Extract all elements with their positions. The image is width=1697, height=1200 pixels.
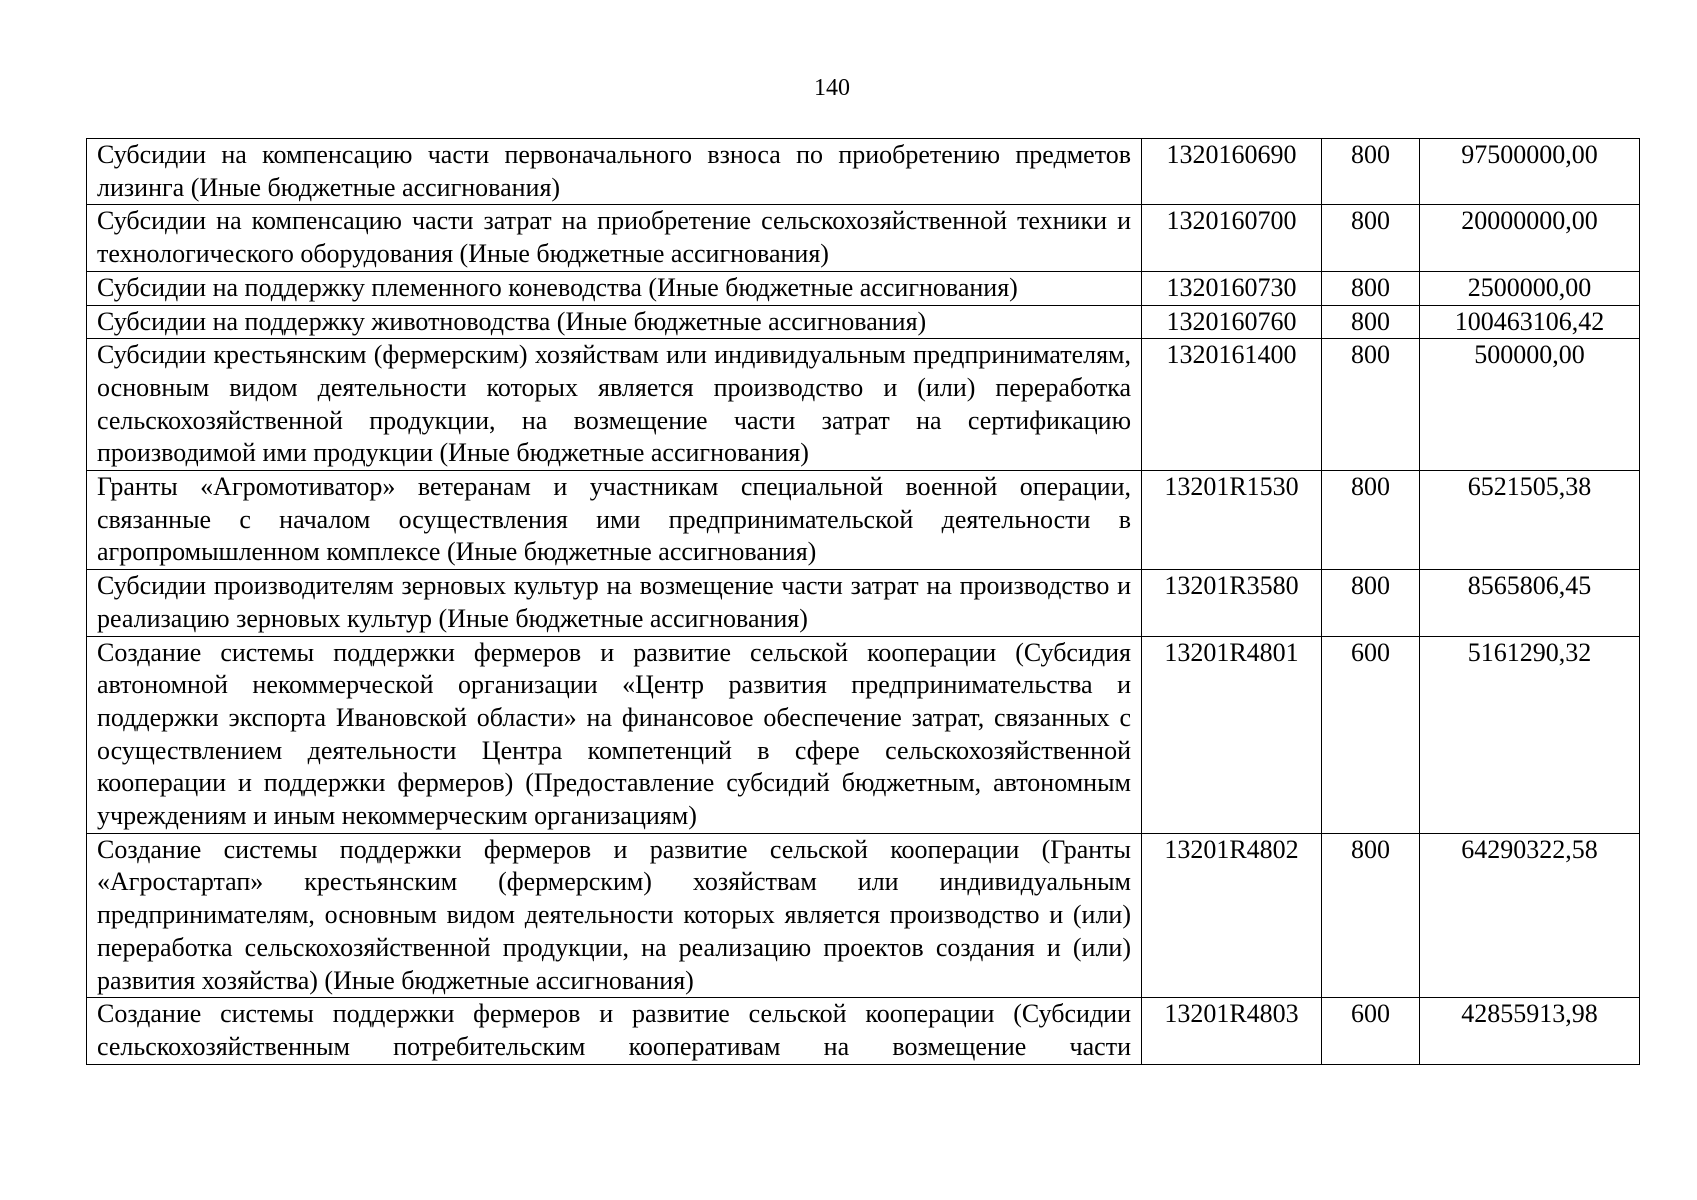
expense-name: Создание системы поддержки фермеров и развитие сельской кооперации (Гранты «Агростартап» крестьянским (фермерским) хозяйствам или индивидуальным предпринимателям, основным видом деятельности которых является производство и (или) переработка сельскохозяйственной продукции, на реализацию проектов создания и (или) развития хозяйства) (Иные бюджетные ассигнования) [87, 833, 1142, 998]
expense-type-code: 800 [1322, 339, 1420, 471]
target-article-code: 13201R1530 [1142, 471, 1322, 570]
expense-name: Гранты «Агромотиватор» ветеранам и участникам специальной военной операции, связанные с началом осуществления ими предпринимательской деятельности в агропромышленном комплексе (Иные бюджетные ассигнования) [87, 471, 1142, 570]
target-article-code: 1320160760 [1142, 305, 1322, 339]
page-number: 140 [814, 75, 850, 101]
amount: 97500000,00 [1420, 139, 1640, 205]
amount: 5161290,32 [1420, 636, 1640, 833]
expense-type-code: 800 [1322, 139, 1420, 205]
expense-name: Субсидии на компенсацию части первоначального взноса по приобретению предметов лизинга (Иные бюджетные ассигнования) [87, 139, 1142, 205]
expense-name: Создание системы поддержки фермеров и развитие сельской кооперации (Субсидии сельскохозяйственным потребительским кооперативам на возмещение части [87, 998, 1142, 1064]
expense-type-code: 800 [1322, 305, 1420, 339]
table-row [87, 570, 1640, 636]
target-article-code: 1320160690 [1142, 139, 1322, 205]
expense-type-code: 800 [1322, 471, 1420, 570]
table-row [87, 339, 1640, 471]
amount: 8565806,45 [1420, 570, 1640, 636]
table-row [87, 305, 1640, 339]
expense-type-code: 600 [1322, 998, 1420, 1064]
table-row [87, 471, 1640, 570]
amount: 64290322,58 [1420, 833, 1640, 998]
expense-name: Субсидии на поддержку племенного коневодства (Иные бюджетные ассигнования) [87, 271, 1142, 305]
target-article-code: 13201R4801 [1142, 636, 1322, 833]
target-article-code: 13201R3580 [1142, 570, 1322, 636]
table-row [87, 139, 1640, 205]
table-row [87, 205, 1640, 271]
table-row [87, 998, 1640, 1064]
amount: 20000000,00 [1420, 205, 1640, 271]
expense-name: Создание системы поддержки фермеров и развитие сельской кооперации (Субсидия автономной некоммерческой организации «Центр развития предпринимательства и поддержки экспорта Ивановской области» на финансовое обеспечение затрат, связанных с осуществлением деятельности Центра компетенций в сфере сельскохозяйственной кооперации и поддержки фермеров) (Предоставление субсидий бюджетным, автономным учреждениям и иным некоммерческим организациям) [87, 636, 1142, 833]
expense-name: Субсидии на компенсацию части затрат на приобретение сельскохозяйственной техники и технологического оборудования (Иные бюджетные ассигнования) [87, 205, 1142, 271]
target-article-code: 1320160700 [1142, 205, 1322, 271]
target-article-code: 13201R4803 [1142, 998, 1322, 1064]
expense-type-code: 800 [1322, 570, 1420, 636]
budget-table [86, 138, 1640, 1065]
expense-name: Субсидии на поддержку животноводства (Иные бюджетные ассигнования) [87, 305, 1142, 339]
target-article-code: 1320160730 [1142, 271, 1322, 305]
table-row [87, 271, 1640, 305]
table-row [87, 636, 1640, 833]
target-article-code: 1320161400 [1142, 339, 1322, 471]
amount: 6521505,38 [1420, 471, 1640, 570]
amount: 42855913,98 [1420, 998, 1640, 1064]
amount: 2500000,00 [1420, 271, 1640, 305]
expense-type-code: 800 [1322, 833, 1420, 998]
expense-name: Субсидии производителям зерновых культур на возмещение части затрат на производство и реализацию зерновых культур (Иные бюджетные ассигнования) [87, 570, 1142, 636]
expense-name: Субсидии крестьянским (фермерским) хозяйствам или индивидуальным предпринимателям, основным видом деятельности которых является производство и (или) переработка сельскохозяйственной продукции, на возмещение части затрат на сертификацию производимой ими продукции (Иные бюджетные ассигнования) [87, 339, 1142, 471]
target-article-code: 13201R4802 [1142, 833, 1322, 998]
amount: 500000,00 [1420, 339, 1640, 471]
expense-type-code: 800 [1322, 205, 1420, 271]
table-row [87, 833, 1640, 998]
amount: 100463106,42 [1420, 305, 1640, 339]
expense-type-code: 600 [1322, 636, 1420, 833]
expense-type-code: 800 [1322, 271, 1420, 305]
